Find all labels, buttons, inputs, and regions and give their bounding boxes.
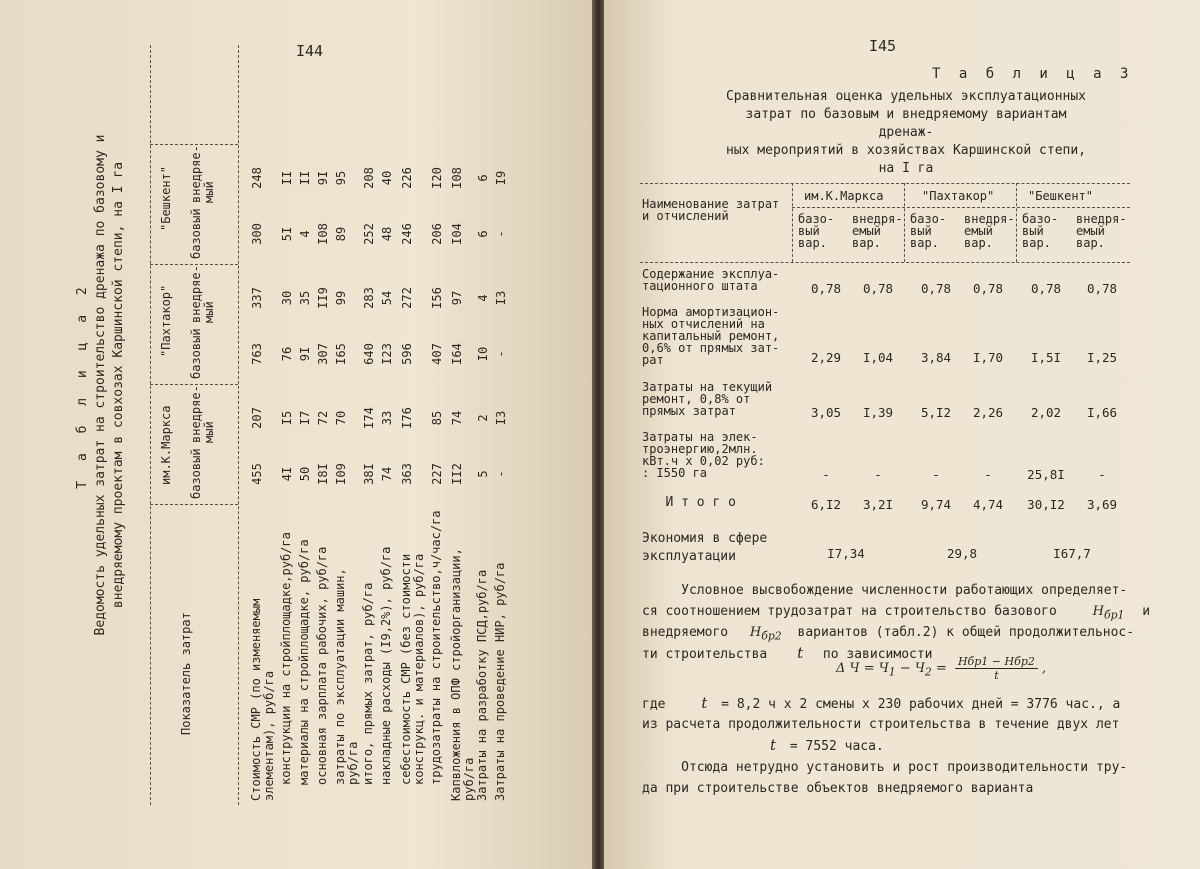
table-2-cell: I0 — [476, 346, 490, 362]
table-3-cell: - — [984, 467, 992, 482]
table-2-cell: II — [280, 170, 294, 186]
table-2-cell: 85 — [430, 410, 444, 426]
table-2-variant-header: базовый — [189, 328, 203, 379]
table-2-row-label: конструкции на стройплощадке,руб/га — [279, 532, 293, 785]
table-2-cell: - — [494, 470, 508, 478]
table-2-cell: 4I — [280, 466, 294, 482]
table-3-title-line-4: на I га — [878, 161, 934, 176]
paragraph-1-line-1: Условное высвобождение численности работающих определяет- — [642, 583, 1128, 598]
where-line-3-rest: = 7552 часа. — [789, 739, 884, 754]
right-page-number: I45 — [869, 37, 897, 55]
table-2-row-label: материалы на стройплощадке, руб/га — [297, 539, 311, 785]
formula-delta-ch — [836, 655, 1046, 682]
table-3-cell: - — [822, 467, 830, 482]
symbol-h-sub: бр1 — [1104, 608, 1125, 622]
formula-fraction — [955, 655, 1038, 682]
table-2-cell: 9I — [316, 170, 330, 186]
table-2-cell: 76 — [280, 346, 294, 362]
table-2-cell: 207 — [250, 407, 264, 429]
table-2-cell: 40 — [380, 170, 394, 186]
table-3-title-line-3: ных мероприятий в хозяйствах Каршинской степи, — [725, 143, 1087, 158]
table-3-divider — [1016, 183, 1017, 262]
symbol-h-br2 — [749, 625, 782, 643]
table-3-cell: 30,I2 — [1027, 497, 1065, 512]
table-2-cell: - — [494, 230, 508, 238]
table-2-cell: 9I — [298, 346, 312, 362]
table-2-cell: I3 — [494, 290, 508, 306]
symbol-h-br1 — [1092, 604, 1125, 622]
table-3-row-label: Затраты на текущий ремонт, 0,8% от прямых затрат — [642, 380, 773, 418]
table-2-cell: 5I — [280, 226, 294, 242]
table-2-cell: 33 — [380, 410, 394, 426]
where-word: где — [642, 697, 666, 712]
table-2-row-label: Стоимость СМР (по изменяемым элементам), руб/га — [249, 598, 276, 801]
table-3-name-header: Наименование затрат и отчислений — [642, 197, 780, 223]
formula-minus: − Ч — [895, 661, 925, 676]
table-2-cell: 640 — [362, 343, 376, 365]
table-2-cell: 6 — [476, 230, 490, 238]
table-3-cell: 3,05 — [810, 405, 842, 420]
table-3-cell: 2,02 — [1030, 405, 1062, 420]
table-3-variant-header: базо- вый вар. — [910, 212, 947, 250]
table-2-cell: 596 — [400, 343, 414, 365]
right-page — [604, 0, 1200, 869]
table-2-row-label: накладные расходы (I9,2%), руб/га — [379, 546, 393, 785]
table-2-cell: 226 — [400, 167, 414, 189]
paragraph-1-line-4-rest: по зависимости — [822, 647, 933, 662]
table-3-cell: 0,78 — [1086, 281, 1118, 296]
table-2-cell: 407 — [430, 343, 444, 365]
conjunction-and: и — [1142, 604, 1151, 619]
table-2-cell: II2 — [450, 463, 464, 485]
table-2-cell: 70 — [334, 410, 348, 426]
table-2-cell: 363 — [400, 463, 414, 485]
formula-sub-2: 2 — [924, 665, 932, 679]
table-2-cell: 35 — [298, 290, 312, 306]
where-line-2: из расчета продолжительности строительства в течение двух лет — [642, 717, 1120, 732]
paragraph-2-line-2: да при строительстве объектов внедряемого варианта — [642, 781, 1034, 796]
table-3-row-label: И т о г о — [642, 495, 736, 510]
table-3-top-rule — [640, 183, 1130, 184]
table-2-cell: - — [494, 350, 508, 358]
table-2-variant-header: базовый — [189, 208, 203, 259]
table-3-cell: 3,2I — [862, 497, 894, 512]
formula-numerator: Нбр1 − Нбр2 — [955, 655, 1038, 669]
table-2-cell: I64 — [450, 343, 464, 365]
table-2-cell: 283 — [362, 287, 376, 309]
where-line-1-rest: = 8,2 ч х 2 смены х 230 рабочих дней = 3776 час., а — [721, 697, 1121, 712]
table-2-farm-pakhtakor: "Пахтакор" — [159, 284, 173, 357]
table-3-title — [716, 88, 1096, 178]
symbol-t: t — [770, 736, 777, 754]
table-2-header-rule — [238, 45, 239, 805]
table-3-cell: 0,78 — [920, 281, 952, 296]
table-3-divider — [904, 183, 905, 262]
table-3-label: Т а б л и ц а 3 — [932, 66, 1134, 82]
table-3-variant-header: внедря- емый вар. — [852, 212, 903, 250]
table-2-cell: I65 — [334, 343, 348, 365]
table-3-variant-header: внедря- емый вар. — [964, 212, 1015, 250]
table-3-cell: 0,78 — [972, 281, 1004, 296]
table-2-cell: I08 — [316, 223, 330, 245]
table-3-cell: 0,78 — [862, 281, 894, 296]
table-2-row-label: трудозатраты на строительство,ч/час/га — [429, 510, 443, 785]
table-3-cell: 0,78 — [810, 281, 842, 296]
table-2-cell: 74 — [380, 466, 394, 482]
table-2-cell: 252 — [362, 223, 376, 245]
table-3-economy-value: I67,7 — [1053, 546, 1091, 561]
table-3-farm-beshkent: "Бешкент" — [1028, 189, 1094, 203]
table-3-cell: 2,26 — [972, 405, 1004, 420]
table-3-variant-header: базо- вый вар. — [1022, 212, 1059, 250]
table-2-cell: 95 — [334, 170, 348, 186]
table-2-heading — [74, 105, 128, 665]
table-2-row-label: затраты по эксплуатации машин, руб/га — [333, 568, 360, 785]
table-3-cell: 2,29 — [810, 350, 842, 365]
table-2-cell: II9 — [316, 287, 330, 309]
table-3-header-rule — [640, 262, 1130, 263]
table-3-cell: I,5I — [1030, 350, 1062, 365]
where-line-1 — [642, 693, 1120, 715]
paragraph-2-line-1: Отсюда нетрудно установить и рост производительности тру- — [642, 760, 1128, 775]
table-3-farm-marx: им.К.Маркса — [804, 189, 884, 203]
table-2-cell: 272 — [400, 287, 414, 309]
table-2-cell: I56 — [430, 287, 444, 309]
table-2-cell: 50 — [298, 466, 312, 482]
table-2-row-label: основная зарплата рабочих, руб/га — [315, 546, 329, 785]
table-2-variant-header: базовый — [189, 448, 203, 499]
paragraph-1-line-3-text: внедряемого — [642, 625, 729, 640]
paragraph-1-line-4-text: ти строительства — [642, 647, 768, 662]
table-2-cell: 30 — [280, 290, 294, 306]
table-2-cell: II — [298, 170, 312, 186]
table-2-cell: I74 — [362, 407, 376, 429]
table-2-cell: 97 — [450, 290, 464, 306]
table-2-cell: 208 — [362, 167, 376, 189]
symbol-h-sub: бр2 — [761, 629, 782, 643]
formula-lhs: Δ Ч = Ч — [836, 661, 889, 676]
symbol-t: t — [701, 694, 708, 712]
table-2-cell: 6 — [476, 174, 490, 182]
formula-equals: = — [931, 661, 951, 676]
table-3-cell: 6,I2 — [810, 497, 842, 512]
table-2-cell: 5 — [476, 470, 490, 478]
table-3-variant-header: внедря- емый вар. — [1076, 212, 1127, 250]
table-2-row-label: себестоимость СМР (без стоимости конструкц. и материалов), руб/га — [399, 553, 426, 785]
table-2-row-label: Капвложения в ОПФ стройорганизации, руб/га — [449, 548, 476, 801]
table-3-cell: I,66 — [1086, 405, 1118, 420]
table-2-cell: 455 — [250, 463, 264, 485]
left-page — [0, 0, 592, 869]
table-2-cell: I9 — [494, 170, 508, 186]
table-2-top-rule — [150, 45, 151, 805]
table-2 — [150, 45, 510, 805]
table-3-title-line-1: Сравнительная оценка удельных эксплуатационных — [725, 89, 1087, 104]
table-2-label: Т а б л и ц а 2 — [75, 281, 90, 489]
table-2-cell: I8I — [316, 463, 330, 485]
table-2-cell: 248 — [250, 167, 264, 189]
table-3-variant-header: базо- вый вар. — [798, 212, 835, 250]
table-3-cell: I,39 — [862, 405, 894, 420]
table-2-cell: I76 — [400, 407, 414, 429]
table-2-cell: 38I — [362, 463, 376, 485]
table-3-economy-label: Экономия в сфере эксплуатации — [642, 531, 768, 564]
table-2-divider — [150, 504, 238, 505]
table-2-farm-beshkent: "Бешкент" — [159, 165, 173, 231]
table-3-cell: - — [932, 467, 940, 482]
table-3-cell: 3,84 — [920, 350, 952, 365]
table-2-cell: 72 — [316, 410, 330, 426]
table-2-cell: 2 — [476, 414, 490, 422]
table-3-cell: 9,74 — [920, 497, 952, 512]
table-2-cell: I04 — [450, 223, 464, 245]
table-2-cell: 206 — [430, 223, 444, 245]
table-2-cell: 337 — [250, 287, 264, 309]
table-2-title-line-2: внедряемому проектам в совхозах Каршинской степи, на I га — [111, 161, 126, 609]
table-2-cell: I23 — [380, 343, 394, 365]
left-page-number: I44 — [296, 42, 324, 60]
table-3-cell: 4,74 — [972, 497, 1004, 512]
table-3-cell: 25,8I — [1027, 467, 1065, 482]
table-2-cell: 763 — [250, 343, 264, 365]
table-3-farm-rule — [792, 207, 1130, 208]
table-2-cell: 246 — [400, 223, 414, 245]
table-3-cell: 3,69 — [1086, 497, 1118, 512]
table-3-cell: 0,78 — [1030, 281, 1062, 296]
table-3-cell: 5,I2 — [920, 405, 952, 420]
table-2-cell: I5 — [280, 410, 294, 426]
table-2-variant-header: внедряе- мый — [189, 385, 216, 443]
table-3-divider — [792, 183, 793, 262]
table-2-cell: 4 — [298, 230, 312, 238]
symbol-h: Н — [1092, 604, 1104, 619]
table-2-cell: 54 — [380, 290, 394, 306]
table-3-row-label: Содержание эксплуа- тационного штата — [642, 267, 780, 293]
table-3-row-label: Норма амортизацион- ных отчислений на капитальный ремонт, 0,6% от прямых зат- рат — [642, 305, 780, 367]
table-2-cell: 89 — [334, 226, 348, 242]
table-3-farm-pakhtakor: "Пахтакор" — [922, 189, 995, 203]
symbol-h: Н — [749, 625, 762, 640]
table-2-cell: I08 — [450, 167, 464, 189]
table-3-cell: I,04 — [862, 350, 894, 365]
table-2-variant-header: внедряе- мый — [189, 265, 216, 323]
table-3-cell: I,25 — [1086, 350, 1118, 365]
table-2-cell: I09 — [334, 463, 348, 485]
table-2-farm-marx: им.К.Маркса — [159, 405, 173, 485]
table-3-cell: - — [874, 467, 882, 482]
table-2-cell: I7 — [298, 410, 312, 426]
table-2-row-label: Затраты на проведение НИР, руб/га — [493, 562, 507, 801]
table-3-row-label: Затраты на элек- троэнергию,2млн. кВт.ч х 0,02 руб: : I550 га — [642, 430, 765, 480]
book-gutter — [592, 0, 604, 869]
table-2-cell: 99 — [334, 290, 348, 306]
table-2-row-label: Затраты на разработку ПСД,руб/га — [475, 569, 489, 801]
table-3-title-line-2: затрат по базовым и внедряемому вариантам дренаж- — [745, 107, 1067, 140]
table-2-cell: 4 — [476, 294, 490, 302]
table-3-economy-value: I7,34 — [827, 546, 865, 561]
formula-denominator: t — [994, 669, 999, 682]
table-3-cell: I,70 — [972, 350, 1004, 365]
table-2-rotated — [70, 45, 520, 805]
table-2-cell: I3 — [494, 410, 508, 426]
paragraph-1-line-3-rest: вариантов (табл.2) к общей продолжительнос- — [797, 625, 1135, 640]
table-3-cell: - — [1098, 467, 1106, 482]
table-2-indicator-header: Показатель затрат — [179, 612, 193, 735]
table-3-economy-value: 29,8 — [946, 546, 978, 561]
table-2-cell: 307 — [316, 343, 330, 365]
table-2-row-label: итого, прямых затрат, руб/га — [361, 582, 375, 785]
where-line-3 — [642, 735, 884, 757]
paragraph-1-line-2-text: ся соотношением трудозатрат на строительство базового — [642, 604, 1057, 619]
formula-comma: , — [1042, 661, 1047, 676]
table-2-cell: 300 — [250, 223, 264, 245]
table-2-cell: 227 — [430, 463, 444, 485]
table-2-cell: I20 — [430, 167, 444, 189]
table-2-variant-header: внедряе- мый — [189, 145, 216, 203]
formula-sub-1: 1 — [888, 665, 896, 679]
table-2-cell: 48 — [380, 226, 394, 242]
table-2-title-line-1: Ведомость удельных затрат на строительство дренажа по базовому и — [93, 134, 108, 636]
table-2-cell: 74 — [450, 410, 464, 426]
symbol-t: t — [797, 644, 804, 662]
